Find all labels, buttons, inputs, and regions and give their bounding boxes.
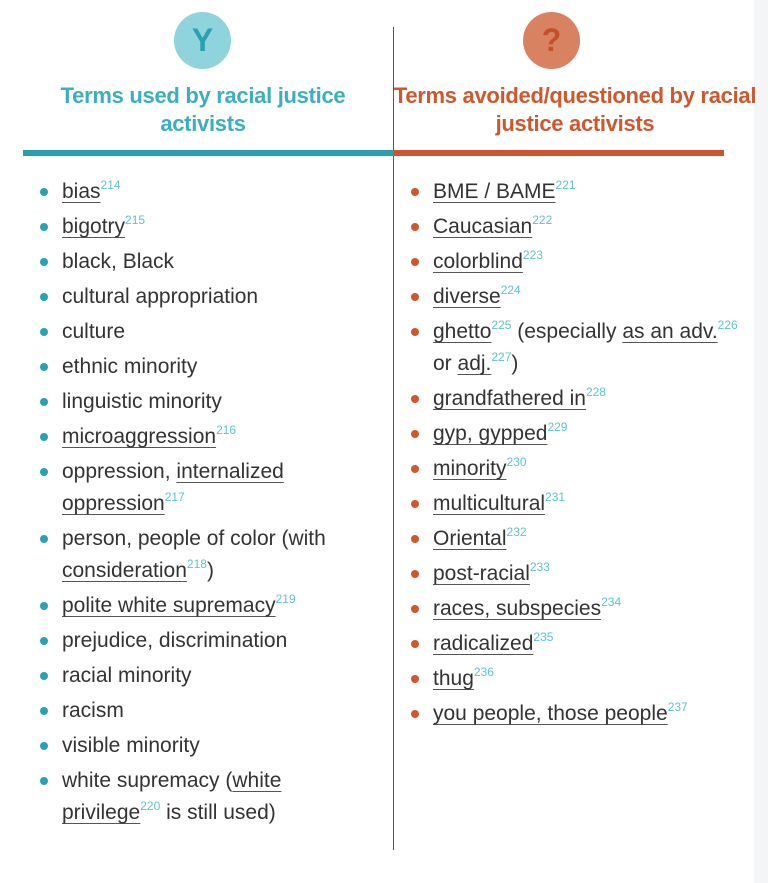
term-text: black, Black [62, 250, 175, 273]
term-item [433, 628, 743, 660]
term-link[interactable]: radicalized [433, 632, 534, 655]
term-item [433, 663, 743, 695]
term-link[interactable]: colorblind [433, 250, 523, 273]
term-item [62, 176, 382, 208]
term-link[interactable]: bigotry [62, 215, 126, 238]
footnote-ref[interactable]: 214 [100, 178, 121, 192]
term-item [62, 730, 382, 762]
term-item [62, 281, 382, 313]
term-item [62, 316, 382, 348]
term-item [62, 625, 382, 657]
footnote-ref[interactable]: 230 [506, 455, 527, 469]
term-text: is still used) [160, 801, 276, 824]
footnote-ref[interactable]: 221 [555, 178, 576, 192]
footnote-ref[interactable]: 219 [275, 592, 296, 606]
term-item [433, 316, 743, 380]
footnote-ref[interactable]: 215 [125, 213, 146, 227]
term-text: ) [206, 559, 214, 582]
term-link[interactable]: internalized oppression [62, 460, 284, 515]
term-link[interactable]: grandfathered in [433, 387, 586, 410]
term-item [433, 558, 743, 590]
term-link[interactable]: diverse [433, 285, 501, 308]
term-item [433, 211, 743, 243]
term-item [433, 176, 743, 208]
footnote-ref[interactable]: 233 [529, 560, 550, 574]
term-item [62, 456, 382, 520]
term-text: oppression, [62, 460, 177, 483]
term-item [433, 281, 743, 313]
term-link[interactable]: multicultural [433, 492, 546, 515]
term-item [62, 590, 382, 622]
terms-used-list [62, 176, 382, 832]
term-item [433, 523, 743, 555]
footnote-ref[interactable]: 228 [585, 385, 606, 399]
footnote-ref[interactable]: 216 [216, 423, 237, 437]
term-text: ethnic minority [62, 355, 198, 378]
term-item [433, 698, 743, 730]
term-item [62, 765, 382, 829]
term-link[interactable]: BME / BAME [433, 180, 556, 203]
footnote-ref[interactable]: 227 [491, 350, 512, 364]
term-item [433, 383, 743, 415]
term-link[interactable]: minority [433, 457, 507, 480]
footnote-ref[interactable]: 234 [601, 595, 622, 609]
footnote-ref[interactable]: 232 [506, 525, 527, 539]
term-text: prejudice, discrimination [62, 629, 288, 652]
term-text: person, people of color (with [62, 527, 326, 550]
term-link[interactable]: thug [433, 667, 474, 690]
term-text: racism [62, 699, 124, 722]
term-link[interactable]: consideration [62, 559, 187, 582]
right-header-rule [394, 150, 724, 156]
term-link[interactable]: as an adv. [622, 320, 718, 343]
footnote-ref[interactable]: 220 [140, 799, 161, 813]
footnote-ref[interactable]: 223 [522, 248, 543, 262]
term-item [62, 695, 382, 727]
term-text: culture [62, 320, 126, 343]
term-item [62, 660, 382, 692]
terms-avoided-list [433, 176, 743, 733]
footnote-ref[interactable]: 231 [545, 490, 566, 504]
footnote-ref[interactable]: 217 [164, 490, 185, 504]
term-item [433, 593, 743, 625]
term-link[interactable]: microaggression [62, 425, 217, 448]
term-link[interactable]: polite white supremacy [62, 594, 276, 617]
term-link[interactable]: races, subspecies [433, 597, 602, 620]
footnote-ref[interactable]: 224 [500, 283, 521, 297]
footnote-ref[interactable]: 235 [533, 630, 554, 644]
footnote-ref[interactable]: 237 [667, 700, 688, 714]
term-item [433, 453, 743, 485]
term-link[interactable]: Caucasian [433, 215, 533, 238]
question-icon: ? [523, 12, 580, 69]
footnote-ref[interactable]: 222 [532, 213, 553, 227]
term-link[interactable]: bias [62, 180, 101, 203]
term-text: or [433, 352, 458, 375]
term-link[interactable]: white privilege [62, 769, 282, 824]
term-link[interactable]: gyp, gypped [433, 422, 548, 445]
term-item [62, 523, 382, 587]
footnote-ref[interactable]: 226 [717, 318, 738, 332]
term-text: cultural appropriation [62, 285, 259, 308]
footnote-ref[interactable]: 225 [491, 318, 512, 332]
term-text: racial minority [62, 664, 192, 687]
term-item [62, 211, 382, 243]
term-link[interactable]: Oriental [433, 527, 507, 550]
term-text: linguistic minority [62, 390, 222, 413]
right-column-title: Terms avoided/questioned by racial justice activists [393, 83, 757, 136]
term-item [62, 351, 382, 383]
footnote-ref[interactable]: 229 [547, 420, 568, 434]
yes-icon: Y [174, 12, 231, 69]
term-item [433, 418, 743, 450]
term-item [433, 246, 743, 278]
term-item [433, 488, 743, 520]
left-header-rule [23, 150, 394, 156]
term-link[interactable]: you people, those people [433, 702, 668, 725]
footnote-ref[interactable]: 218 [186, 557, 207, 571]
term-text: white supremacy ( [62, 769, 233, 792]
left-column-title: Terms used by racial justice activists [60, 83, 346, 136]
term-text: ) [511, 352, 519, 375]
term-text: (especially [511, 320, 623, 343]
term-link[interactable]: post-racial [433, 562, 530, 585]
term-item [62, 421, 382, 453]
term-link[interactable]: adj. [457, 352, 492, 375]
footnote-ref[interactable]: 236 [473, 665, 494, 679]
term-link[interactable]: ghetto [433, 320, 492, 343]
term-item [62, 246, 382, 278]
term-text: visible minority [62, 734, 200, 757]
term-item [62, 386, 382, 418]
